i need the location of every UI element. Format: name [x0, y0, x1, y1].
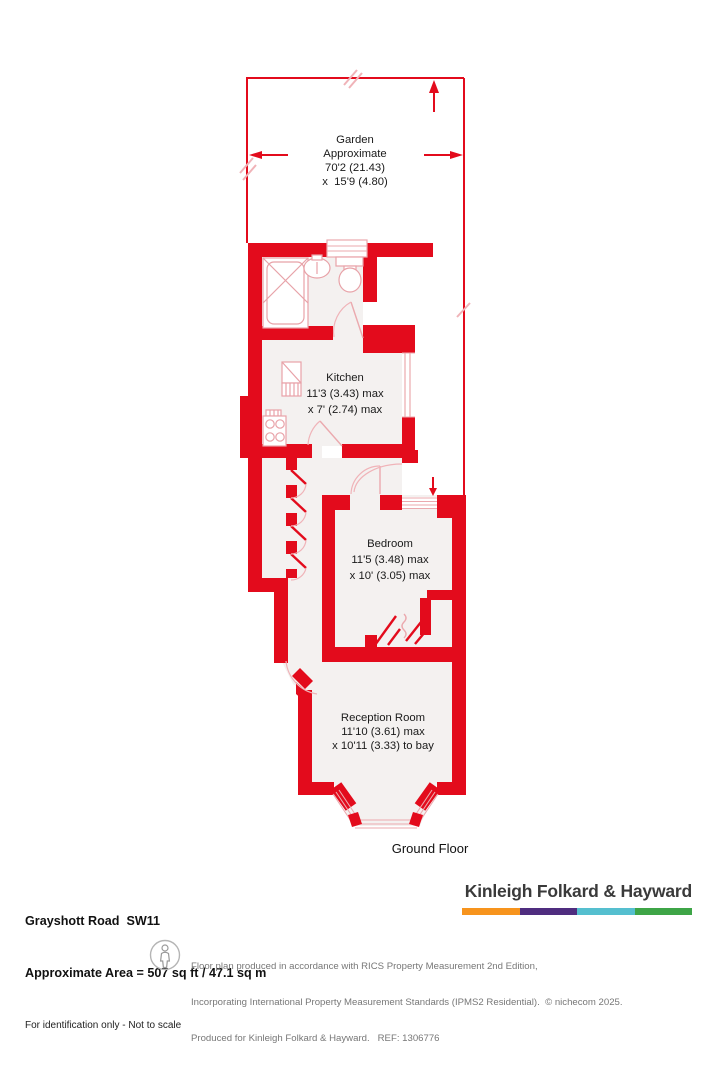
garden-dim1: 70'2 (21.43) [325, 162, 385, 174]
bedroom-name: Bedroom [367, 538, 413, 550]
garden-label [322, 134, 388, 188]
footer-line1: Floor plan produced in accordance with RICS Property Measurement 2nd Edition, [191, 961, 538, 972]
fridge-unit-icon [282, 362, 301, 396]
bathroom-door-opening [333, 326, 363, 340]
brand-bar-orange [462, 908, 520, 915]
footer-text [191, 937, 623, 1069]
kitchen-dim2: x 7' (2.74) max [307, 404, 383, 416]
bedroom-dim1: 11'5 (3.48) max [351, 554, 429, 566]
property-note: For identification only - Not to scale [25, 1020, 182, 1031]
footer-line3: Produced for Kinleigh Folkard & Hayward. REF: 1306776 [191, 1033, 440, 1044]
brand-bar-purple [520, 908, 578, 915]
kitchen-dim1: 11'3 (3.43) max [306, 388, 384, 400]
footer-disclaimer [148, 937, 623, 1069]
reception-name: Reception Room [340, 712, 426, 724]
bathroom-window [327, 240, 367, 257]
entrance-steps [402, 497, 437, 509]
brand-color-bar [462, 908, 692, 915]
reception-dim2: x 10'11 (3.33) to bay [332, 740, 434, 752]
brand-bar-green [635, 908, 693, 915]
garden-dim2: x 15'9 (4.80) [322, 176, 388, 188]
footer-copyright: © nichecom 2025. [539, 997, 623, 1008]
entrance-arrow [429, 477, 437, 496]
garden-line2: Approximate [323, 148, 387, 160]
floor-name-label: Ground Floor [391, 841, 469, 856]
kitchen-window [402, 353, 415, 417]
property-area: Approximate Area = 507 sq ft / 47.1 sq m [25, 966, 267, 980]
reception-label [332, 712, 434, 752]
bedroom-dim2: x 10' (3.05) max [349, 570, 431, 582]
footer-line2: Incorporating International Property Measurement Standards (IPMS2 Residential). © nichecom 2025. [191, 997, 623, 1008]
kitchen-name: Kitchen [326, 372, 364, 384]
person-icon [148, 937, 182, 973]
agency-name: Kinleigh Folkard & Hayward [464, 881, 692, 901]
bath-icon [263, 258, 308, 328]
reception-dim1: 11'10 (3.61) max [341, 726, 425, 738]
agency-logo [432, 881, 692, 915]
garden-name: Garden [336, 134, 374, 146]
property-address: Grayshott Road SW11 [25, 914, 161, 928]
brand-bar-teal [577, 908, 635, 915]
